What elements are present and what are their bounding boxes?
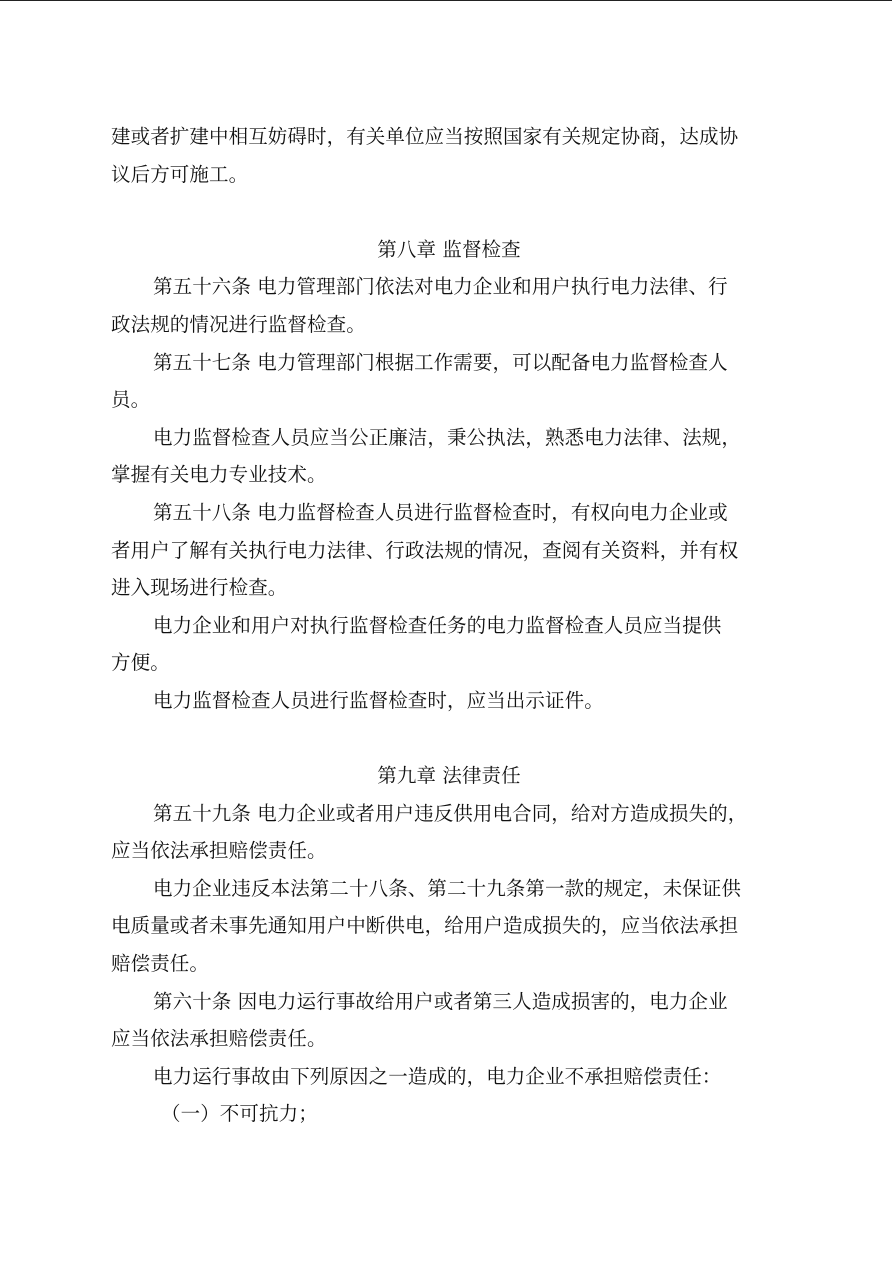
paragraph-line: 方便。: [111, 651, 170, 675]
document-body: [111, 118, 787, 1133]
paragraph-line: 者用户了解有关执行电力法律、行政法规的情况，查阅有关资料，并有权: [111, 538, 739, 562]
article-line: 第六十条 因电力运行事故给用户或者第三人造成损害的，电力企业: [153, 989, 728, 1013]
article-line: 第五十八条 电力监督检查人员进行监督检查时，有权向电力企业或: [153, 500, 728, 524]
paragraph-line: 建或者扩建中相互妨碍时，有关单位应当按照国家有关规定协商，达成协: [111, 125, 739, 148]
article-line: 第五十六条 电力管理部门依法对电力企业和用户执行电力法律、行: [153, 275, 728, 299]
paragraph-line: 政法规的情况进行监督检查。: [111, 312, 366, 336]
chapter-heading: 第九章 法律责任: [377, 764, 521, 788]
paragraph-line: 电力监督检查人员进行监督检查时，应当出示证件。: [153, 688, 604, 712]
paragraph-line: 电质量或者未事先通知用户中断供电，给用户造成损失的，应当依法承担: [111, 914, 739, 938]
list-item: （一）不可抗力；: [161, 1102, 318, 1126]
paragraph-line: 进入现场进行检查。: [111, 576, 288, 600]
chapter-heading: 第八章 监督检查: [377, 237, 521, 261]
paragraph-line: 议后方可施工。: [111, 162, 249, 186]
paragraph-line: 赔偿责任。: [111, 952, 210, 976]
paragraph-line: 掌握有关电力专业技术。: [111, 463, 327, 487]
article-line: 第五十七条 电力管理部门根据工作需要，可以配备电力监督检查人: [153, 350, 728, 374]
paragraph-line: 电力运行事故由下列原因之一造成的，电力企业不承担赔偿责任：: [153, 1064, 722, 1088]
section-spacer: [111, 193, 787, 231]
article-line: 第五十九条 电力企业或者用户违反供用电合同，给对方造成损失的，: [153, 801, 748, 825]
paragraph-line: 电力监督检查人员应当公正廉洁，秉公执法，熟悉电力法律、法规，: [153, 425, 742, 449]
paragraph-line: 电力企业违反本法第二十八条、第二十九条第一款的规定，未保证供: [153, 876, 742, 900]
paragraph-line: 应当依法承担赔偿责任。: [111, 1027, 327, 1051]
paragraph-line: 员。: [111, 388, 151, 412]
paragraph-line: 电力企业和用户对执行监督检查任务的电力监督检查人员应当提供: [153, 613, 722, 637]
paragraph-line: 应当依法承担赔偿责任。: [111, 839, 327, 863]
section-spacer: [111, 720, 787, 758]
